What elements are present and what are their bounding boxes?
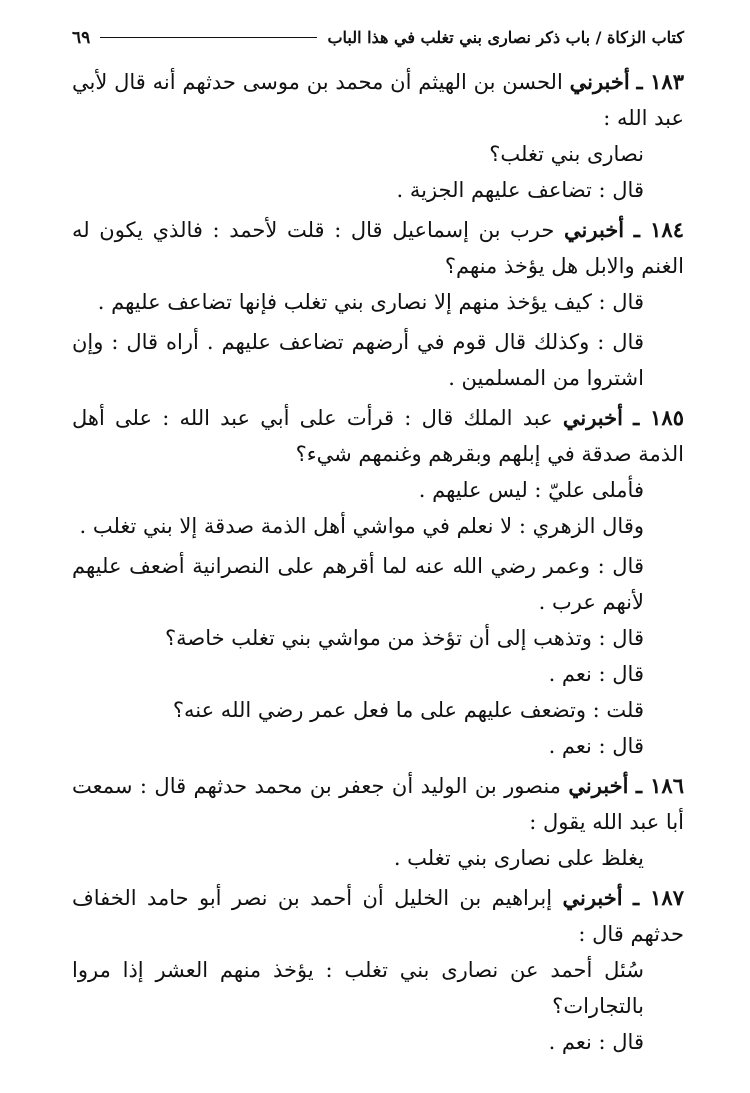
narration-keyword: أخبرني	[568, 773, 629, 798]
narration-number: ١٨٧ ـ	[632, 885, 684, 910]
narration-keyword: أخبرني	[562, 405, 623, 430]
narration-187	[72, 880, 684, 952]
text-line: نصارى بني تغلب؟	[489, 142, 644, 166]
narration-186	[72, 768, 684, 840]
narration-text: الحسن بن الهيثم أن محمد بن موسى حدثهم أنه قال لأبي عبد الله :	[72, 70, 684, 130]
narration-text: عبد الملك قال : قرأت على أبي عبد الله : على أهل الذمة صدقة في إبلهم وبقرهم وغنمهم شيء؟	[72, 406, 684, 466]
narration-text: حرب بن إسماعيل قال : قلت لأحمد : فالذي يكون له الغنم والابل هل يؤخذ منهم؟	[72, 218, 684, 278]
body-text	[72, 64, 684, 1060]
narration-number: ١٨٤ ـ	[633, 217, 684, 242]
text-line: قال : كيف يؤخذ منهم إلا نصارى بني تغلب فإنها تضاعف عليهم .	[97, 290, 644, 314]
chapter-title: كتاب الزكاة / باب ذكر نصارى بني تغلب في هذا الباب	[327, 28, 684, 47]
text-line: قال : وكذلك قال قوم في أرضهم تضاعف عليهم . أراه قال : وإن اشتروا من المسلمين .	[72, 330, 644, 390]
text-line: قال : وتذهب إلى أن تؤخذ من مواشي بني تغلب خاصة؟	[164, 626, 644, 650]
narration-keyword: أخبرني	[564, 217, 625, 242]
narration-keyword: أخبرني	[562, 885, 623, 910]
text-line: سُئل أحمد عن نصارى بني تغلب : يؤخذ منهم العشر إذا مروا بالتجارات؟	[72, 958, 644, 1018]
page-number: ٦٩	[72, 28, 91, 48]
text-line: قال : تضاعف عليهم الجزية .	[396, 178, 644, 202]
narration-number: ١٨٦ ـ	[635, 773, 684, 798]
text-line: فأملى عليّ : ليس عليهم .	[418, 478, 644, 502]
narration-keyword: أخبرني	[569, 69, 630, 94]
text-line: وقال الزهري : لا نعلم في مواشي أهل الذمة صدقة إلا بني تغلب .	[79, 514, 644, 538]
narration-185	[72, 400, 684, 472]
narration-number: ١٨٥ ـ	[633, 405, 684, 430]
running-header	[72, 28, 684, 60]
text-line: قلت : وتضعف عليهم على ما فعل عمر رضي الله عنه؟	[172, 698, 644, 722]
text-line: قال : وعمر رضي الله عنه لما أقرهم على النصرانية أضعف عليهم لأنهم عرب .	[72, 554, 644, 614]
text-line: قال : نعم .	[548, 1030, 644, 1054]
narration-183	[72, 64, 684, 136]
narration-184	[72, 212, 684, 284]
header-rule	[100, 37, 317, 38]
text-line: قال : نعم .	[548, 662, 644, 686]
narration-text: إبراهيم بن الخليل أن أحمد بن نصر أبو حامد الخفاف حدثهم قال :	[72, 886, 684, 946]
text-line: يغلظ على نصارى بني تغلب .	[393, 846, 644, 870]
text-line: قال : نعم .	[548, 734, 644, 758]
narration-number: ١٨٣ ـ	[636, 69, 684, 94]
narration-text: منصور بن الوليد أن جعفر بن محمد حدثهم قال : سمعت أبا عبد الله يقول :	[72, 774, 684, 834]
